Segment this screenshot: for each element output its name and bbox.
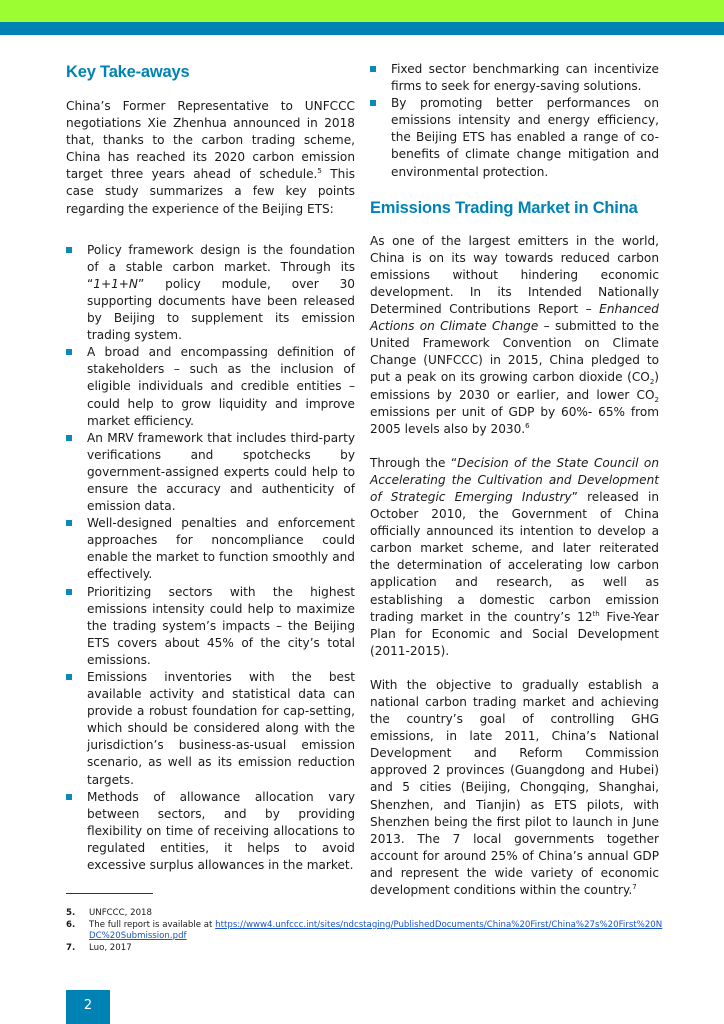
footnote-number: 6. xyxy=(66,919,76,930)
square-bullet-icon xyxy=(66,589,72,595)
paragraph-1 xyxy=(370,233,659,438)
para-text: Through the “ xyxy=(370,455,458,470)
list-item xyxy=(66,242,355,345)
list-item-italic: 1+1+N xyxy=(93,276,138,291)
list-item xyxy=(66,584,355,669)
list-item-text: Prioritizing sectors with the highest emissions intensity could help to maximize the trading system’s impacts – the Beijing ETS covers about 45% of the city’s total emissions. xyxy=(87,584,355,667)
section-heading-emissions-trading: Emissions Trading Market in China xyxy=(370,198,638,217)
list-item xyxy=(370,95,659,180)
footnote-text: Luo, 2017 xyxy=(89,942,132,953)
list-item xyxy=(66,789,355,874)
para-text: As one of the largest emitters in the world, China is on its way towards reduced carbon emissions without hindering economic development. In its Intended Nationally Determined Contributions Report – xyxy=(370,233,659,317)
intro-text: China’s Former Representative to UNFCCC negotiations Xie Zhenhua announced in 2018 that, thanks to the carbon trading scheme, China has reached its 2020 carbon emission target three years ahead of schedule. xyxy=(66,99,355,182)
para-text: ” released in October 2010, the Government of China officially announced its intention to develop a carbon market scheme, and later reiterated the determination of accelerating low carbon application and research, as well as establishing a domestic carbon emission trading market in the country’s 12 xyxy=(370,489,659,624)
square-bullet-icon xyxy=(370,100,376,106)
square-bullet-icon xyxy=(66,435,72,441)
intro-text-cont: This case study summarizes a few key points regarding the experience of the Beijing ETS: xyxy=(66,167,355,216)
right-column xyxy=(370,61,659,899)
section-heading-key-takeaways: Key Take-aways xyxy=(66,63,190,81)
list-item xyxy=(66,515,355,583)
takeaways-list xyxy=(66,242,355,874)
takeaways-list-cont xyxy=(370,61,659,181)
subscript: 2 xyxy=(654,395,659,404)
list-item-text: An MRV framework that includes third-party verifications and spotchecks by government-assigned experts could help to ensure the accuracy and authenticity of emission data. xyxy=(87,430,355,514)
para-text: emissions per unit of GDP by 60%- 65% from 2005 levels also by 2030. xyxy=(370,404,659,436)
para-text: – submitted to the United Framework Convention on Climate Change (UNFCCC) in 2015, China pledged to put a peak on its growing carbon dioxide (CO xyxy=(370,319,660,385)
list-item-text: ” policy module, over 30 supporting documents have been released by Beijing to supplement its emission trading system. xyxy=(87,276,355,343)
square-bullet-icon xyxy=(66,674,72,680)
list-item xyxy=(66,669,355,789)
para-text: Five-Year Plan for Economic and Social Development (2011-2015). xyxy=(370,609,659,658)
superscript: th xyxy=(592,609,600,618)
footnote-link[interactable]: https://www4.unfccc.int/sites/ndcstaging/PublishedDocuments/China%20First/China%27s%20First%20NDC%20Submission.pdf xyxy=(89,919,663,942)
paragraph-2 xyxy=(370,455,659,660)
list-item-text: Emissions inventories with the best available activity and statistical data can provide a robust foundation for cap-setting, which should be considered along with the jurisdiction’s business-as-usual emission scenario, as well as its emission reduction targets. xyxy=(87,670,355,787)
para-italic: Enhanced Actions on Climate Change xyxy=(370,302,659,334)
paragraph-3 xyxy=(370,677,659,899)
list-item xyxy=(370,61,659,95)
left-column xyxy=(66,61,355,874)
footnote-ref-6[interactable]: 6 xyxy=(525,421,530,430)
list-item xyxy=(66,430,355,515)
list-item-text: By promoting better performances on emissions intensity and energy efficiency, the Beijing ETS has enabled a range of co-benefits of climate change mitigation and environmental protection. xyxy=(391,96,659,179)
page-number: 2 xyxy=(66,990,110,1024)
list-item-text: Methods of allowance allocation vary between sectors, and by providing flexibility on time of receiving allocations to regulated entities, it helps to avoid excessive surplus allowances in the market. xyxy=(87,789,355,873)
para-text: ) emissions by 2030 or earlier, and lower CO xyxy=(370,370,659,402)
footnotes xyxy=(66,908,666,954)
list-item xyxy=(66,344,355,429)
square-bullet-icon xyxy=(370,66,376,72)
list-item-text: Fixed sector benchmarking can incentivize firms to seek for energy-saving solutions. xyxy=(391,62,659,94)
intro-paragraph xyxy=(66,98,355,218)
para-text: With the objective to gradually establish a national carbon trading market and achieving the country’s goal of controlling GHG emissions, in late 2011, China’s National Development and Reform Commission approved 2 provinces (Guangdong and Hubei) and 5 cities (Beijing, Chongqing, Shanghai, Shenzhen, and Tianjin) as ETS pilots, with Shenzhen being the first pilot to launch in June 2013. The 7 local governments together account for around 25% of China’s annual GDP and represent the wide variety of economic development conditions within the country. xyxy=(370,677,659,898)
list-item-text: A broad and encompassing definition of stakeholders – such as the inclusion of eligible individuals and credible entities – could help to grow liquidity and improve market efficiency. xyxy=(87,345,355,428)
subscript: 2 xyxy=(649,378,655,387)
footnote-5 xyxy=(66,908,666,920)
footnote-ref-7[interactable]: 7 xyxy=(632,883,637,892)
footnote-text: The full report is available at xyxy=(89,919,216,930)
square-bullet-icon xyxy=(66,520,72,526)
header-band-green xyxy=(0,0,724,22)
footnote-text: UNFCCC, 2018 xyxy=(89,908,152,918)
footnote-7 xyxy=(66,943,666,955)
square-bullet-icon xyxy=(66,349,72,355)
square-bullet-icon xyxy=(66,247,72,253)
footnote-6 xyxy=(66,920,666,943)
footnote-number: 5. xyxy=(66,908,76,918)
footnote-divider xyxy=(66,893,153,894)
header-band-blue xyxy=(0,22,724,35)
list-item-text: Well-designed penalties and enforcement approaches for noncompliance could enable the market to function smoothly and effectively. xyxy=(87,516,355,582)
list-item-text: Policy framework design is the foundation of a stable carbon market. Through its “ xyxy=(87,242,355,291)
para-italic: Decision of the State Council on Accelerating the Cultivation and Development of Strategic Emerging Industry xyxy=(370,455,659,504)
footnote-number: 7. xyxy=(66,942,76,953)
footnote-ref-5[interactable]: 5 xyxy=(317,167,322,176)
square-bullet-icon xyxy=(66,794,72,800)
